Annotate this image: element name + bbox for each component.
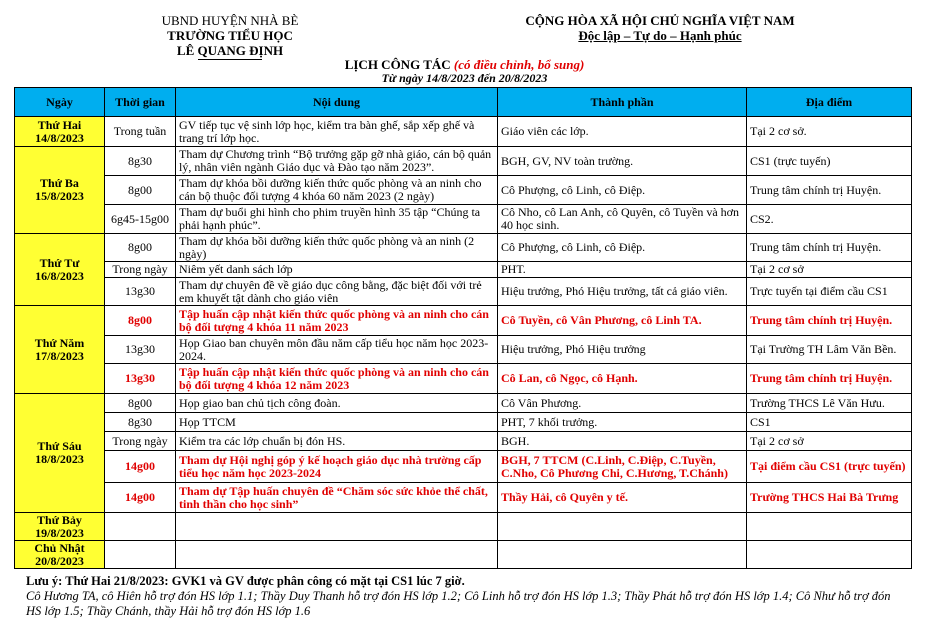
time-cell: Trong ngày: [105, 262, 176, 278]
content-cell: Họp giao ban chủ tịch công đoàn.: [176, 394, 498, 413]
place-cell: Trường THCS Hai Bà Trưng: [747, 483, 912, 513]
header-time: Thời gian: [105, 88, 176, 117]
time-cell: 14g00: [105, 483, 176, 513]
members-cell: BGH, 7 TTCM (C.Linh, C.Điệp, C.Tuyền, C.Nho, Cô Phương Chi, C.Hương, T.Chánh): [498, 451, 747, 483]
title-note: (có điều chỉnh, bổ sung): [453, 57, 585, 72]
content-cell: Tham dự Hội nghị góp ý kế hoạch giáo dục nhà trường cấp tiểu học năm học 2023-2024: [176, 451, 498, 483]
content-cell: Tham dự khóa bồi dưỡng kiến thức quốc phòng và an ninh cho cán bộ thuộc đối tượng 4 khóa 60 năm 2023 (2 ngày): [176, 176, 498, 205]
table-row: [15, 451, 912, 483]
place-cell: Trung tâm chính trị Huyện.: [747, 176, 912, 205]
empty-cell: [176, 513, 498, 541]
place-cell: Tại điểm cầu CS1 (trực tuyến): [747, 451, 912, 483]
note-italic: Cô Hương TA, cô Hiên hỗ trợ đón HS lớp 1.1; Thầy Duy Thanh hỗ trợ đón HS lớp 1.2; Cô Linh hỗ trợ đón HS lớp 1.3; Thầy Phát hỗ trợ đón HS lớp 1.4; Cô Như hỗ trợ đón HS lớp 1.5; Thầy Chánh, thầy Hải hỗ trợ đón HS lớp 1.6: [26, 589, 891, 618]
table-row: [15, 306, 912, 336]
content-cell: Tham dự chuyên đề về giáo dục công bằng, đặc biệt đối với trẻ em khuyết tật dành cho giáo viên: [176, 278, 498, 306]
table-row: [15, 364, 912, 394]
members-cell: Cô Vân Phương.: [498, 394, 747, 413]
members-cell: Cô Lan, cô Ngọc, cô Hạnh.: [498, 364, 747, 394]
time-cell: 8g00: [105, 394, 176, 413]
table-row: [15, 278, 912, 306]
place-cell: Tại 2 cơ sở: [747, 432, 912, 451]
table-row: [15, 336, 912, 364]
time-cell: 14g00: [105, 451, 176, 483]
place-cell: Trung tâm chính trị Huyện.: [747, 234, 912, 262]
content-cell: Tham dự Tập huấn chuyên đề “Chăm sóc sức khỏe thể chất, tinh thần cho học sinh”: [176, 483, 498, 513]
day-cell-saturday: Thứ Bảy 19/8/2023: [15, 513, 105, 541]
content-cell: Họp TTCM: [176, 413, 498, 432]
members-cell: Cô Nho, cô Lan Anh, cô Quyên, cô Tuyền và hơn 40 học sinh.: [498, 205, 747, 234]
date-range: Từ ngày 14/8/2023 đến 20/8/2023: [381, 71, 548, 85]
place-cell: CS1 (trực tuyến): [747, 147, 912, 176]
time-cell: 8g00: [105, 234, 176, 262]
members-cell: BGH.: [498, 432, 747, 451]
table-row: [15, 432, 912, 451]
content-cell: Tập huấn cập nhật kiến thức quốc phòng và an ninh cho cán bộ đối tượng 4 khóa 11 năm 2023: [176, 306, 498, 336]
place-cell: Trung tâm chính trị Huyện.: [747, 306, 912, 336]
day-cell-wednesday: Thứ Tư 16/8/2023: [15, 234, 105, 306]
content-cell: Niêm yết danh sách lớp: [176, 262, 498, 278]
school-type: TRƯỜNG TIỂU HỌC: [167, 28, 293, 43]
table-row: [15, 483, 912, 513]
members-cell: Thầy Hải, cô Quyên y tế.: [498, 483, 747, 513]
empty-cell: [498, 541, 747, 569]
members-cell: BGH, GV, NV toàn trường.: [498, 147, 747, 176]
place-cell: Tại Trường TH Lâm Văn Bền.: [747, 336, 912, 364]
schedule-table: [14, 87, 912, 569]
empty-cell: [747, 541, 912, 569]
content-cell: Tập huấn cập nhật kiến thức quốc phòng và an ninh cho cán bộ đối tượng 4 khóa 12 năm 2023: [176, 364, 498, 394]
content-cell: Tham dự buổi ghi hình cho phim truyền hình 35 tập “Chúng ta phải hạnh phúc”.: [176, 205, 498, 234]
time-cell: 8g30: [105, 413, 176, 432]
note-bold: Lưu ý: Thứ Hai 21/8/2023: GVK1 và GV được phân công có mặt tại CS1 lúc 7 giờ.: [26, 574, 465, 588]
footer-note: [26, 574, 906, 619]
content-cell: Kiểm tra các lớp chuẩn bị đón HS.: [176, 432, 498, 451]
table-row: [15, 541, 912, 569]
place-cell: Trường THCS Lê Văn Hưu.: [747, 394, 912, 413]
header-content: Nội dung: [176, 88, 498, 117]
place-cell: CS1: [747, 413, 912, 432]
time-cell: 13g30: [105, 278, 176, 306]
empty-cell: [105, 541, 176, 569]
national-motto: Độc lập – Tự do – Hạnh phúc: [578, 28, 742, 43]
document-title: [0, 58, 929, 72]
day-cell-tuesday: Thứ Ba 15/8/2023: [15, 147, 105, 234]
table-row: [15, 234, 912, 262]
time-cell: 6g45-15g00: [105, 205, 176, 234]
members-cell: Cô Tuyền, cô Vân Phương, cô Linh TA.: [498, 306, 747, 336]
place-cell: Trung tâm chính trị Huyện.: [747, 364, 912, 394]
members-cell: Cô Phượng, cô Linh, cô Điệp.: [498, 176, 747, 205]
table-row: [15, 205, 912, 234]
place-cell: Tại 2 cơ sở: [747, 262, 912, 278]
day-cell-sunday: Chủ Nhật 20/8/2023: [15, 541, 105, 569]
table-row: [15, 147, 912, 176]
table-row: [15, 117, 912, 147]
members-cell: PHT, 7 khối trưởng.: [498, 413, 747, 432]
content-cell: Tham dự Chương trình “Bộ trưởng gặp gỡ nhà giáo, cán bộ quản lý, nhân viên ngành Giáo dục và Đào tạo năm 2023”.: [176, 147, 498, 176]
header-day: Ngày: [15, 88, 105, 117]
time-cell: 13g30: [105, 364, 176, 394]
empty-cell: [747, 513, 912, 541]
place-cell: Tại 2 cơ sở.: [747, 117, 912, 147]
table-row: [15, 413, 912, 432]
empty-cell: [498, 513, 747, 541]
day-cell-thursday: Thứ Năm 17/8/2023: [15, 306, 105, 394]
time-cell: 8g00: [105, 176, 176, 205]
members-cell: Hiệu trưởng, Phó Hiệu trưởng: [498, 336, 747, 364]
header-members: Thành phần: [498, 88, 747, 117]
national-header: [480, 13, 840, 43]
place-cell: Trực tuyến tại điểm cầu CS1: [747, 278, 912, 306]
members-cell: Giáo viên các lớp.: [498, 117, 747, 147]
time-cell: Trong ngày: [105, 432, 176, 451]
place-cell: CS2.: [747, 205, 912, 234]
school-header: [140, 13, 320, 60]
school-name: LÊ QUANG ĐỊNH: [176, 43, 284, 58]
district-name: UBND HUYỆN NHÀ BÈ: [161, 13, 299, 28]
day-cell-friday: Thứ Sáu 18/8/2023: [15, 394, 105, 513]
members-cell: Cô Phượng, cô Linh, cô Điệp.: [498, 234, 747, 262]
content-cell: Họp Giao ban chuyên môn đầu năm cấp tiểu học năm học 2023-2024.: [176, 336, 498, 364]
table-row: [15, 262, 912, 278]
content-cell: Tham dự khóa bồi dưỡng kiến thức quốc phòng và an ninh (2 ngày): [176, 234, 498, 262]
members-cell: Hiệu trưởng, Phó Hiệu trưởng, tất cả giáo viên.: [498, 278, 747, 306]
members-cell: PHT.: [498, 262, 747, 278]
empty-cell: [176, 541, 498, 569]
table-row: [15, 513, 912, 541]
time-cell: Trong tuần: [105, 117, 176, 147]
table-row: [15, 176, 912, 205]
time-cell: 13g30: [105, 336, 176, 364]
content-cell: GV tiếp tục vệ sinh lớp học, kiểm tra bàn ghế, sắp xếp ghế và trang trí lớp học.: [176, 117, 498, 147]
day-cell-monday: Thứ Hai 14/8/2023: [15, 117, 105, 147]
time-cell: 8g00: [105, 306, 176, 336]
header-place: Địa điểm: [747, 88, 912, 117]
country-name: CỘNG HÒA XÃ HỘI CHỦ NGHĨA VIỆT NAM: [525, 13, 795, 28]
empty-cell: [105, 513, 176, 541]
title-main: LỊCH CÔNG TÁC: [344, 57, 451, 72]
time-cell: 8g30: [105, 147, 176, 176]
table-header-row: [15, 88, 912, 117]
table-row: [15, 394, 912, 413]
